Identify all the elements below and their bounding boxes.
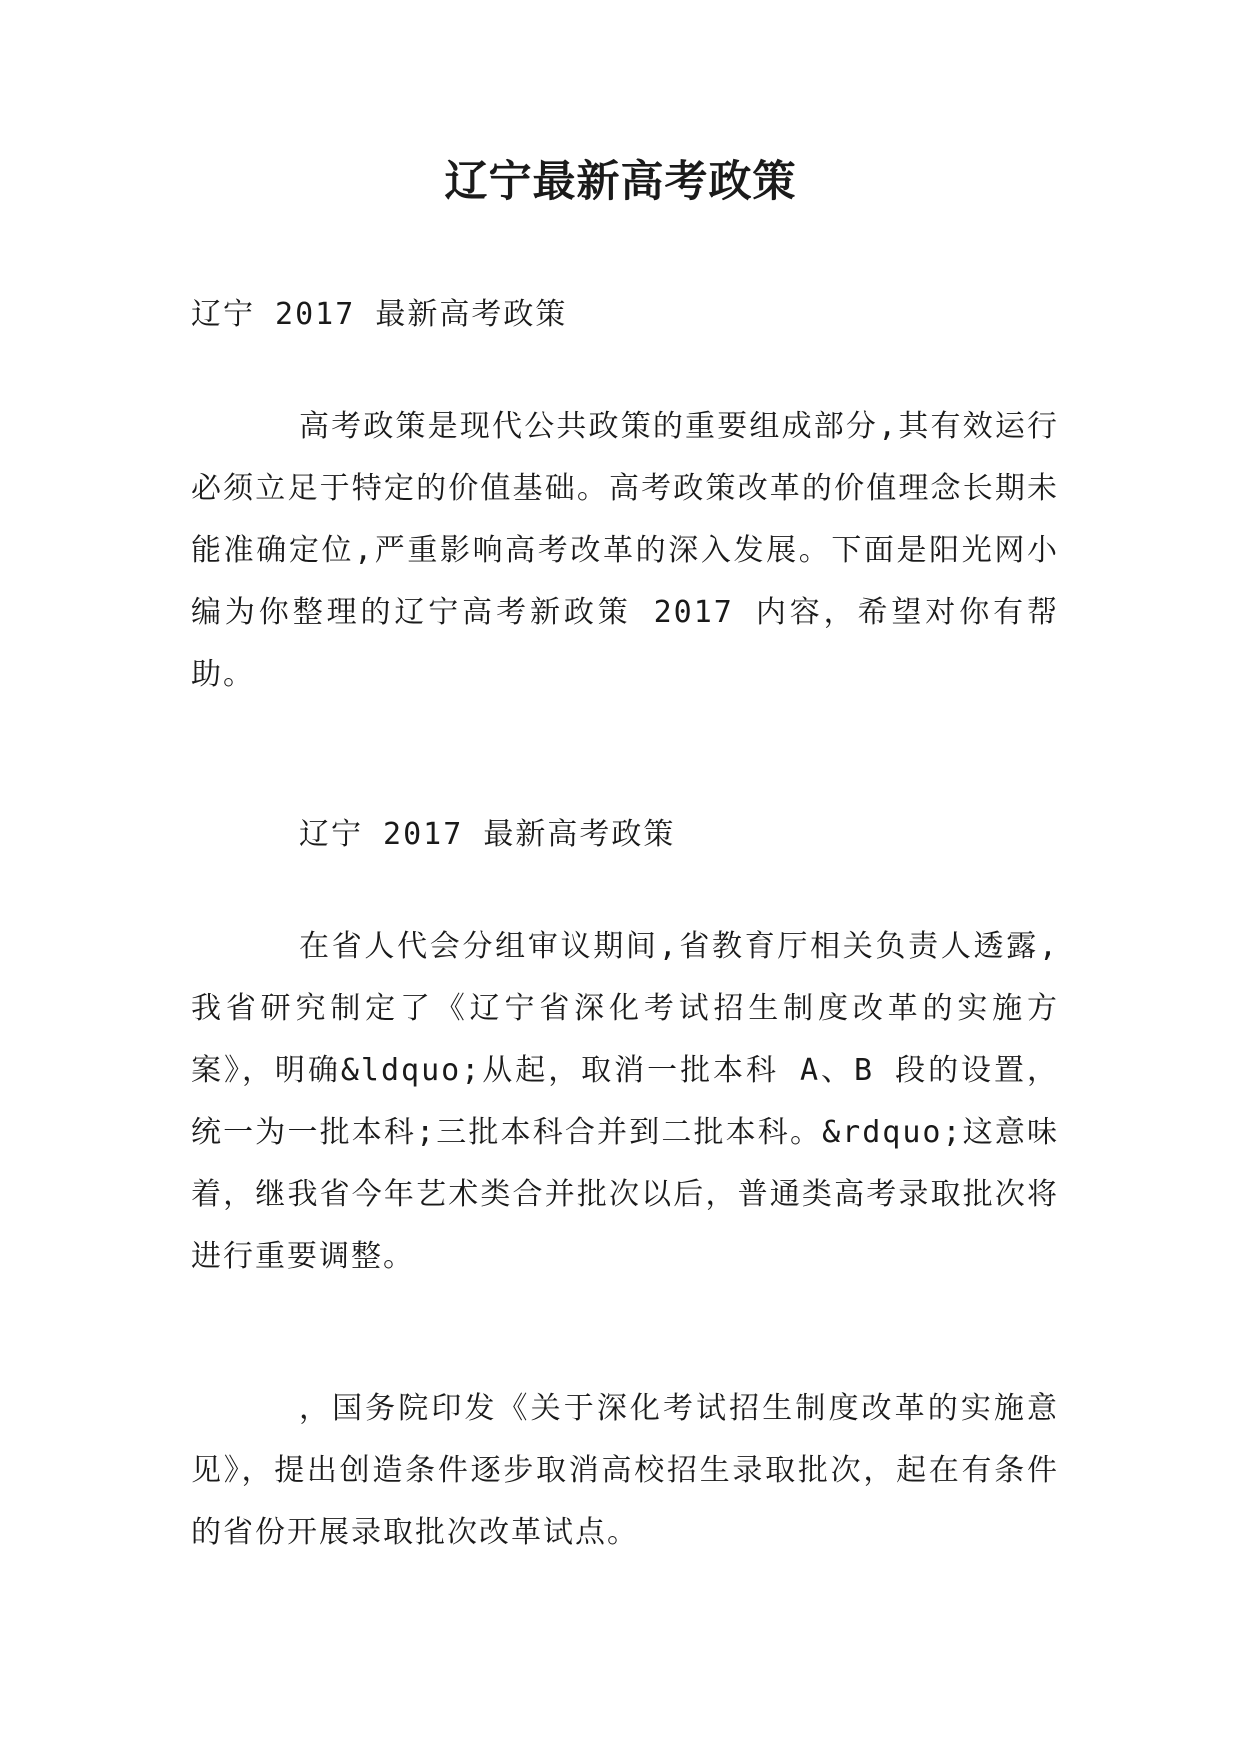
document-title: 辽宁最新高考政策 [444,157,797,207]
body-paragraph-2: ，国务院印发《关于深化考试招生制度改革的实施意见》，提出创造条件逐步取消高校招生录取批次，起在有条件的省份开展录取批次改革试点。 [191,1391,1059,1550]
body-paragraph-1: 在省人代会分组审议期间,省教育厅相关负责人透露,我省研究制定了《辽宁省深化考试招生制度改革的实施方案》，明确&ldquo;从起，取消一批本科 A、B 段的设置，统一为一批本科;三批本科合并到二批本科。&rdquo;这意味着，继我省今年艺术类合并批次以后，普通类高考录取批次将进行重要调整。 [191,929,1059,1274]
section-heading: 辽宁 2017 最新高考政策 [299,817,676,852]
document-subtitle: 辽宁 2017 最新高考政策 [191,297,568,332]
intro-paragraph: 高考政策是现代公共政策的重要组成部分,其有效运行必须立足于特定的价值基础。高考政策改革的价值理念长期未能准确定位,严重影响高考改革的深入发展。下面是阳光网小编为你整理的辽宁高考新政策 2017 内容，希望对你有帮助。 [191,409,1059,692]
